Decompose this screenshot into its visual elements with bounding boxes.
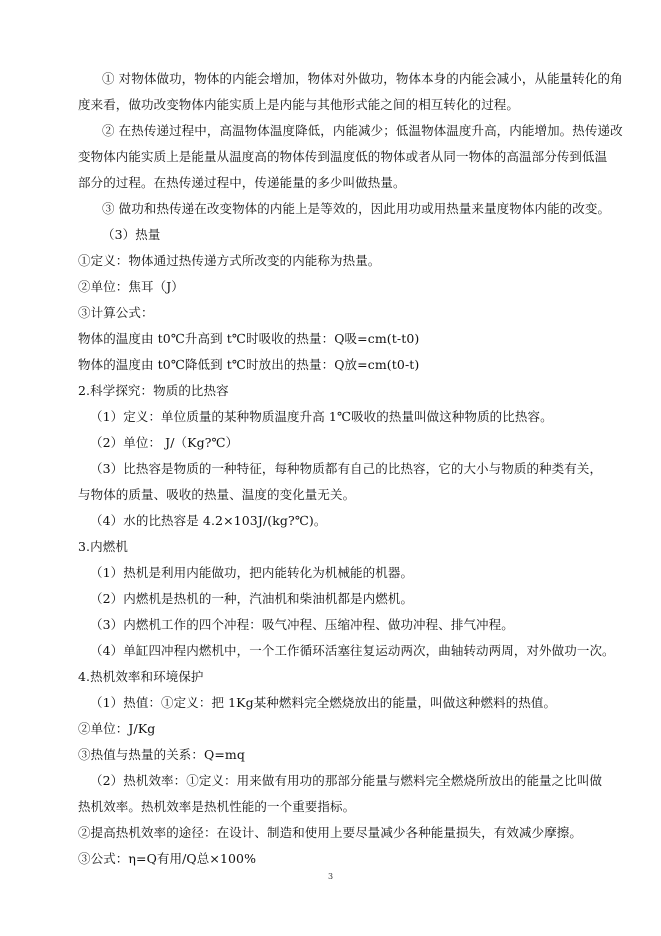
text-line: ②提高热机效率的途径：在设计、制造和使用上要尽量减少各种能量损失，有效减少摩擦。: [78, 825, 583, 840]
text-line: （4）单缸四冲程内燃机中，一个工作循环活塞往复运动两次，曲轴转动两周，对外做功一次。: [90, 643, 615, 658]
text-line: 4.热机效率和环境保护: [78, 669, 204, 684]
text-line: （3）热量: [102, 227, 161, 242]
text-line: （4）水的比热容是 4.2×103J/(kg?℃)。: [90, 513, 327, 528]
text-line: ②单位：焦耳（J）: [78, 279, 184, 294]
page-body: [78, 66, 623, 872]
text-line: （3）比热容是物质的一种特征，每种物质都有自己的比热容，它的大小与物质的种类有关，: [90, 461, 603, 476]
text-line: （2）内燃机是热机的一种，汽油机和柴油机都是内燃机。: [90, 591, 414, 606]
text-line: 物体的温度由 t0℃升高到 t℃时吸收的热量：Q吸=cm(t-t0): [78, 331, 420, 346]
text-line: ② 在热传递过程中，高温物体温度降低，内能减少；低温物体温度升高，内能增加。热传递改: [102, 123, 623, 138]
text-line: ③ 做功和热传递在改变物体的内能上是等效的，因此用功或用热量来量度物体内能的改变。: [102, 201, 611, 216]
text-line: （1）热值：①定义：把 1Kg某种燃料完全燃烧放出的能量，叫做这种燃料的热值。: [90, 695, 557, 710]
text-line: 物体的温度由 t0℃降低到 t℃时放出的热量：Q放=cm(t0-t): [78, 357, 420, 372]
text-line: 度来看，做功改变物体内能实质上是内能与其他形式能之间的相互转化的过程。: [78, 97, 520, 112]
page-number: 3: [327, 872, 334, 881]
text-line: ① 对物体做功，物体的内能会增加，物体对外做功，物体本身的内能会减小，从能量转化的角: [102, 71, 623, 86]
text-line: ②单位：J/Kg: [78, 721, 156, 736]
text-line: 2.科学探究：物质的比热容: [78, 383, 229, 398]
text-line: （2）单位： J/（Kg?℃）: [90, 435, 239, 450]
text-line: ③计算公式：: [78, 305, 154, 320]
text-line: 热机效率。热机效率是热机性能的一个重要指标。: [78, 799, 356, 814]
text-line: （1）热机是利用内能做功，把内能转化为机械能的机器。: [90, 565, 414, 580]
text-line: 3.内燃机: [78, 539, 128, 554]
text-line: ③公式：η=Q有用/Q总×100%: [78, 851, 257, 866]
text-line: ③热值与热量的关系：Q=mq: [78, 747, 245, 762]
text-line: 变物体内能实质上是能量从温度高的物体传到温度低的物体或者从同一物体的高温部分传到低温: [78, 149, 608, 164]
text-line: （1）定义：单位质量的某种物质温度升高 1℃吸收的热量叫做这种物质的比热容。: [90, 409, 553, 424]
text-line: 与物体的质量、吸收的热量、温度的变化量无关。: [78, 487, 356, 502]
text-line: （3）内燃机工作的四个冲程：吸气冲程、压缩冲程、做功冲程、排气冲程。: [90, 617, 514, 632]
text-line: 部分的过程。在热传递过程中，传递能量的多少叫做热量。: [78, 175, 406, 190]
text-line: （2）热机效率：①定义：用来做有用功的那部分能量与燃料完全燃烧所放出的能量之比叫做: [90, 773, 603, 788]
text-line: ①定义：物体通过热传递方式所改变的内能称为热量。: [78, 253, 381, 268]
